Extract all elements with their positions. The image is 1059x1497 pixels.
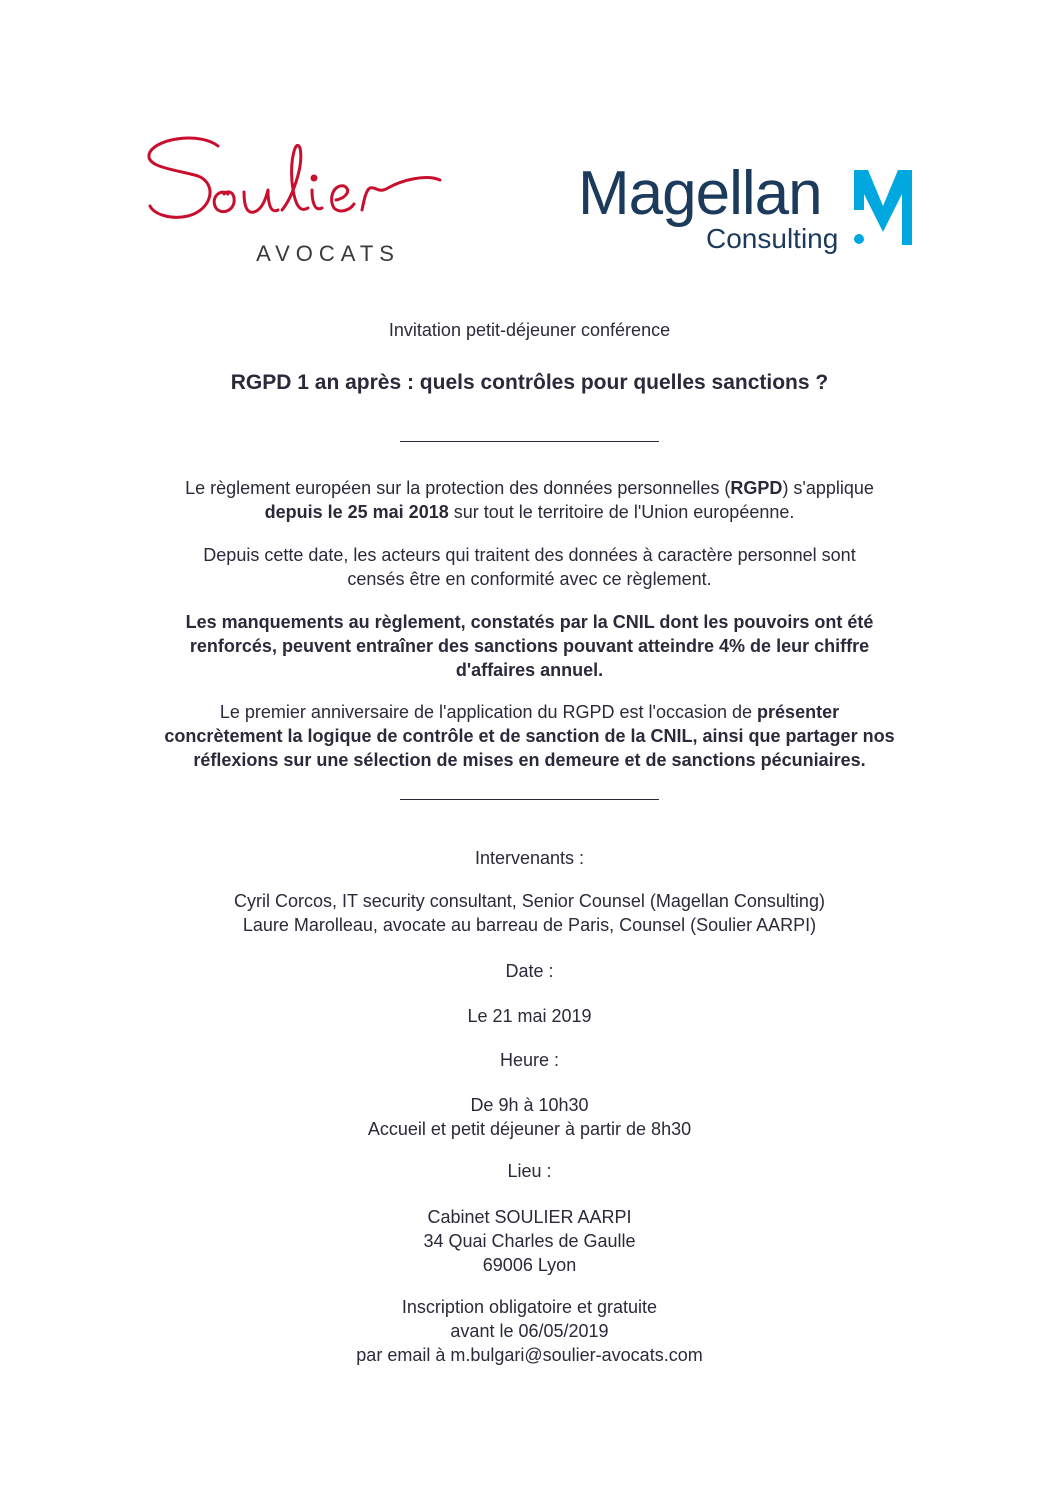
date-section xyxy=(0,959,1059,983)
time-value-block xyxy=(0,1093,1059,1141)
invitation-title: RGPD 1 an après : quels contrôles pour quelles sanctions ? xyxy=(230,371,829,394)
magellan-m-mark xyxy=(854,170,912,245)
intro-p4-line3: réflexions sur une sélection de mises en demeure et de sanctions pécuniaires. xyxy=(193,750,866,770)
soulier-sub-text: AVOCATS xyxy=(256,241,400,266)
place-line-2: 34 Quai Charles de Gaulle xyxy=(423,1231,636,1251)
registration-line-2: avant le 06/05/2019 xyxy=(450,1321,609,1341)
registration-section xyxy=(0,1295,1059,1367)
date-value-block xyxy=(0,1004,1059,1028)
intro-paragraph-4 xyxy=(0,700,1059,772)
place-label: Lieu : xyxy=(507,1161,552,1181)
place-line-1: Cabinet SOULIER AARPI xyxy=(427,1207,632,1227)
intro-paragraph-1 xyxy=(0,476,1059,524)
registration-line-1: Inscription obligatoire et gratuite xyxy=(401,1297,658,1317)
place-address xyxy=(0,1205,1059,1277)
text-span: Le premier anniversaire de l'application du RGPD est l'occasion de xyxy=(219,702,758,722)
intro-p2-line1: Depuis cette date, les acteurs qui traitent des données à caractère personnel sont xyxy=(203,545,856,565)
divider-bottom xyxy=(400,799,659,800)
date-label: Date : xyxy=(505,961,554,981)
speakers-section xyxy=(0,846,1059,870)
intro-paragraph-2 xyxy=(0,543,1059,591)
intro-p1-line2 xyxy=(0,500,1059,524)
date-value: Le 21 mai 2019 xyxy=(467,1006,592,1026)
place-line-3: 69006 Lyon xyxy=(482,1255,577,1275)
time-section xyxy=(0,1048,1059,1072)
invitation-subtitle: Invitation petit-déjeuner conférence xyxy=(388,320,671,340)
magellan-consulting-logo xyxy=(578,150,918,255)
registration-email: par email à m.bulgari@soulier-avocats.com xyxy=(356,1345,703,1365)
text-span: Le règlement européen sur la protection des données personnelles ( xyxy=(185,478,731,498)
intro-p4-line1 xyxy=(0,700,1059,724)
place-section xyxy=(0,1159,1059,1183)
date-emphasis: depuis le 25 mai 2018 xyxy=(264,502,449,522)
intro-p1-line1 xyxy=(0,476,1059,500)
intro-p3-line3: d'affaires annuel. xyxy=(455,660,604,680)
rgpd-emphasis: RGPD xyxy=(730,478,783,498)
time-value: De 9h à 10h30 xyxy=(470,1095,589,1115)
soulier-avocats-logo xyxy=(140,118,512,268)
intro-paragraph-3 xyxy=(0,610,1059,682)
speaker-1: Cyril Corcos, IT security consultant, Senior Counsel (Magellan Consulting) xyxy=(234,891,825,911)
speaker-2: Laure Marolleau, avocate au barreau de Paris, Counsel (Soulier AARPI) xyxy=(242,915,817,935)
intro-p4-line2: concrètement la logique de contrôle et de sanction de la CNIL, ainsi que partager nos xyxy=(164,726,895,746)
intro-p3-line2: renforcés, peuvent entraîner des sanctions pouvant atteindre 4% de leur chiffre xyxy=(189,636,870,656)
intro-p3-line1: Les manquements au règlement, constatés par la CNIL dont les pouvoirs ont été xyxy=(185,612,874,632)
text-emphasis: présenter xyxy=(757,702,840,722)
magellan-sub-text: Consulting xyxy=(706,223,839,254)
divider-top xyxy=(400,441,659,442)
time-label: Heure : xyxy=(499,1050,560,1070)
text-span: sur tout le territoire de l'Union européenne. xyxy=(448,502,795,522)
time-note: Accueil et petit déjeuner à partir de 8h30 xyxy=(367,1119,692,1139)
intro-p2-line2: censés être en conformité avec ce règlement. xyxy=(347,569,712,589)
speakers-list xyxy=(0,889,1059,937)
magellan-name-text: Magellan xyxy=(578,159,822,228)
text-span: ) s'applique xyxy=(782,478,874,498)
speakers-label: Intervenants : xyxy=(474,848,585,868)
soulier-script-mark xyxy=(149,138,440,217)
